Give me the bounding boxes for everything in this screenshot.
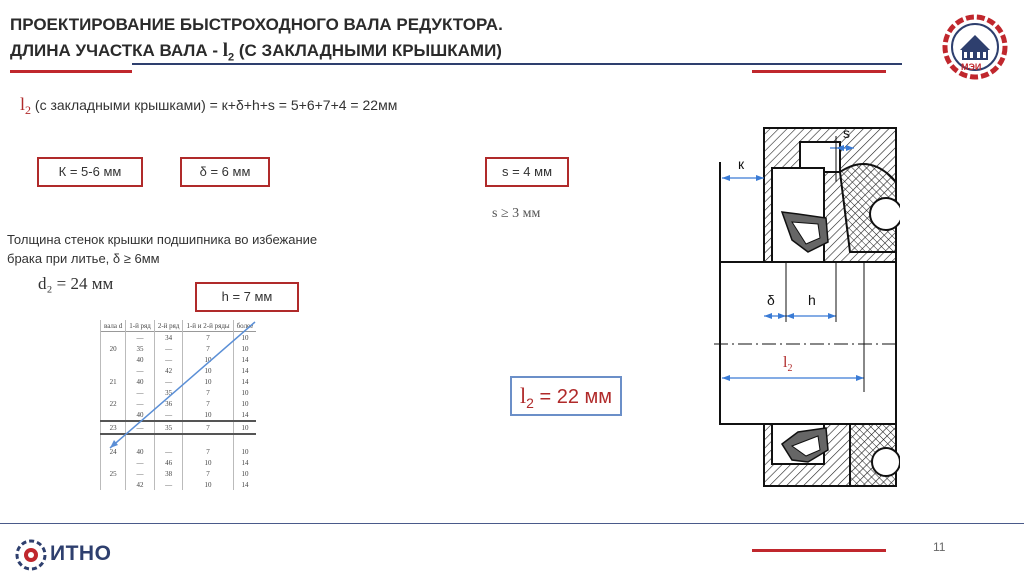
param-s-condition: s ≥ 3 мм [492, 206, 541, 221]
table-pointer-arrow [100, 320, 260, 500]
param-s-box: s = 4 мм [485, 157, 569, 187]
title-red-underline [10, 70, 132, 73]
reference-table-image [100, 320, 260, 500]
itno-logo-icon [14, 538, 48, 572]
table-row: 23 — 35 7 10 [101, 421, 257, 434]
title-line-1: ПРОЕКТИРОВАНИЕ БЫСТРОХОДНОГО ВАЛА РЕДУКТОРА. [10, 15, 503, 34]
table-row: 40 — 10 14 [101, 409, 257, 421]
page-number: 11 [933, 540, 946, 554]
ref-header: 2-й ряд [154, 320, 183, 332]
title-red-underline-right [752, 70, 886, 73]
table-row: 22 — 36 7 10 [101, 398, 257, 409]
dim-label-h: h [808, 292, 816, 308]
dim-label-s: s [843, 125, 850, 141]
table-row: — 42 10 14 [101, 365, 257, 376]
ref-header: 1-й и 2-й ряды [183, 320, 233, 332]
param-delta-box: δ = 6 мм [180, 157, 270, 187]
footer-org-name: ИТНО [50, 542, 112, 565]
shaft-diameter: d₂ = 24 мм [38, 274, 114, 293]
result-box: $l_2 = 22$ мм [510, 376, 622, 416]
table-row: 42 — 10 14 [101, 479, 257, 490]
table-row: — 34 7 10 [101, 332, 257, 344]
footer-red-bar [752, 549, 886, 552]
ref-header: 1-й ряд [126, 320, 155, 332]
dim-label-delta: δ [767, 292, 775, 308]
param-k-box: К = 5-6 мм [37, 157, 143, 187]
footer-divider [0, 523, 1024, 524]
param-h-box: h = 7 мм [195, 282, 299, 312]
wall-thickness-note: Толщина стенок крышки подшипника во избежание брака при литье, δ ≥ 6мм [7, 232, 318, 266]
page-title [10, 12, 503, 70]
table-row: 21 40 — 10 14 [101, 376, 257, 387]
dim-label-k: к [738, 156, 745, 172]
title-divider [132, 63, 902, 65]
ref-header: более [233, 320, 256, 332]
logo-text: МЭИ [961, 62, 982, 72]
table-row: 24 40 — 7 10 [101, 446, 257, 457]
mei-logo [935, 10, 1015, 85]
ref-header: вала d [101, 320, 126, 332]
dim-label-l2: $l_2$ [783, 354, 793, 375]
title-line-2: ДЛИНА УЧАСТКА ВАЛА - $l_2$ (С ЗАКЛАДНЫМИ КРЫШКАМИ) [10, 40, 502, 64]
table-row: 25 — 38 7 10 [101, 468, 257, 479]
shaft-drawing [700, 122, 900, 488]
table-row: — 35 7 10 [101, 387, 257, 398]
table-row: 20 35 — 7 10 [101, 343, 257, 354]
table-row: 40 — 10 14 [101, 354, 257, 365]
formula-line: $l_2$ (с закладными крышками) = к+δ+h+s = 5+6+7+4 = 22мм [20, 94, 398, 117]
table-row: — 46 10 14 [101, 457, 257, 468]
